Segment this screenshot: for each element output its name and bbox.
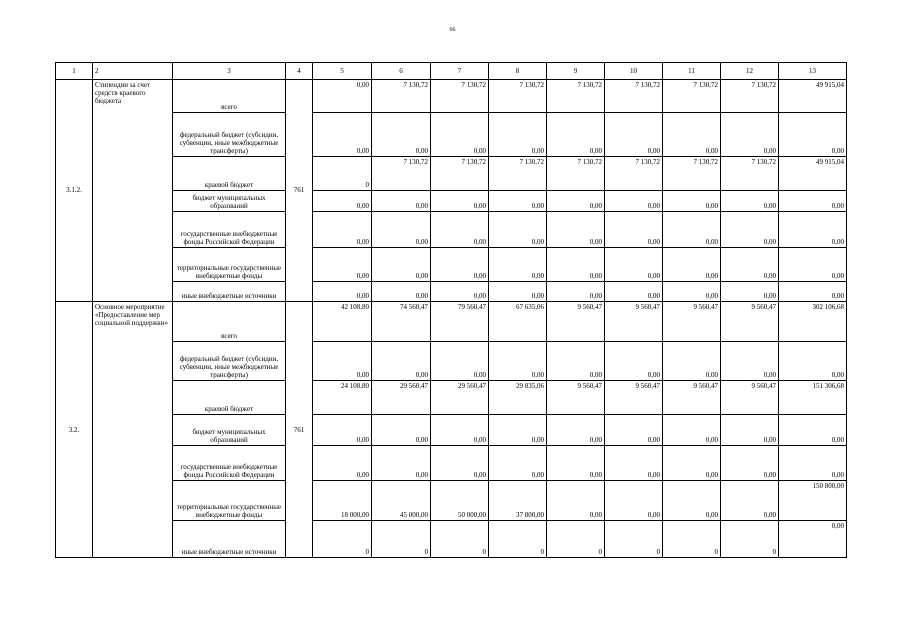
value-cell: 74 560,47 [372,302,431,342]
column-number: 10 [605,63,663,80]
value-cell: 0,00 [313,445,372,480]
value-cell: 0,00 [489,342,547,380]
value-cell: 0,00 [721,247,779,281]
value-cell: 7 130,72 [663,156,721,190]
grbs-code: 761 [286,79,313,302]
column-number: 7 [431,63,489,80]
value-cell: 0,00 [605,342,663,380]
column-number: 8 [489,63,547,80]
funding-source: бюджет муниципальных образований [173,190,286,211]
value-cell: 7 130,72 [547,79,605,112]
value-cell: 0,00 [605,112,663,156]
value-cell: 0,00 [663,190,721,211]
value-cell: 0,00 [313,79,372,112]
funding-source: территориальные государственные внебюджетные фонды [173,480,286,520]
column-number: 6 [372,63,431,80]
value-cell: 0,00 [547,480,605,520]
table-row [56,156,847,190]
value-cell: 0,00 [547,211,605,247]
value-cell: 0,00 [721,112,779,156]
value-cell: 0 [372,520,431,557]
value-cell: 0,00 [547,112,605,156]
column-number: 2 [93,63,173,80]
value-cell: 0,00 [663,480,721,520]
value-cell: 0,00 [431,445,489,480]
value-cell: 0,00 [547,342,605,380]
funding-source: федеральный бюджет (субсидии, субвенции, иные межбюджетные трансферты) [173,112,286,156]
value-cell: 0,00 [313,281,372,302]
value-cell: 7 130,72 [721,79,779,112]
funding-source: бюджет муниципальных образований [173,414,286,445]
funding-source: иные внебюджетные источники [173,520,286,557]
table-row [56,380,847,414]
column-number: 12 [721,63,779,80]
value-cell: 7 130,72 [372,156,431,190]
table-row [56,112,847,156]
funding-source: государственные внебюджетные фонды Российской Федерации [173,211,286,247]
value-cell: 150 800,00 [779,480,847,520]
value-cell: 0 [313,520,372,557]
value-cell: 0,00 [663,211,721,247]
column-number: 3 [173,63,286,80]
table-row [56,247,847,281]
value-cell: 7 130,72 [605,79,663,112]
value-cell: 0 [721,520,779,557]
table-row [56,520,847,557]
funding-source: государственные внебюджетные фонды Российской Федерации [173,445,286,480]
value-cell: 0 [605,520,663,557]
table-row [56,445,847,480]
table-row [56,480,847,520]
funding-source: территориальные государственные внебюджетные фонды [173,247,286,281]
value-cell: 0,00 [721,190,779,211]
value-cell: 0,00 [313,414,372,445]
funding-source: краевой бюджет [173,380,286,414]
value-cell: 0,00 [313,247,372,281]
funding-source: всего [173,79,286,112]
page-number: 66 [449,27,456,33]
value-cell: 0,00 [489,247,547,281]
value-cell: 0,00 [779,445,847,480]
value-cell: 0,00 [779,520,847,557]
event-name: Стипендии за счет средств краевого бюджета [93,79,173,302]
value-cell: 0,00 [489,445,547,480]
budget-table [55,62,847,558]
event-name: Основное мероприятие «Предоставление мер социальной поддержки» [93,302,173,558]
value-cell: 9 560,47 [721,380,779,414]
table-row [56,414,847,445]
value-cell: 29 835,06 [489,380,547,414]
value-cell: 7 130,72 [372,79,431,112]
value-cell: 18 000,00 [313,480,372,520]
value-cell: 0,00 [779,112,847,156]
funding-source: федеральный бюджет (субсидии, субвенции, иные межбюджетные трансферты) [173,342,286,380]
value-cell: 67 635,06 [489,302,547,342]
value-cell: 0,00 [663,281,721,302]
value-cell: 0,00 [547,190,605,211]
grbs-code: 761 [286,302,313,558]
value-cell: 7 130,72 [431,156,489,190]
value-cell: 7 130,72 [663,79,721,112]
value-cell: 79 560,47 [431,302,489,342]
value-cell: 9 560,47 [605,380,663,414]
value-cell: 7 130,72 [431,79,489,112]
value-cell: 24 108,80 [313,380,372,414]
value-cell: 0,00 [721,480,779,520]
table-row [56,342,847,380]
value-cell: 0,00 [547,281,605,302]
value-cell: 45 000,00 [372,480,431,520]
value-cell: 0,00 [721,342,779,380]
value-cell: 0,00 [779,247,847,281]
column-number: 13 [779,63,847,80]
value-cell: 0,00 [431,190,489,211]
value-cell: 0 [489,520,547,557]
value-cell: 0,00 [431,112,489,156]
value-cell: 0,00 [663,414,721,445]
table-row [56,302,847,342]
value-cell: 0,00 [605,414,663,445]
value-cell: 7 130,72 [721,156,779,190]
value-cell: 0,00 [313,112,372,156]
value-cell: 49 915,04 [779,156,847,190]
table-row [56,190,847,211]
value-cell: 0,00 [547,445,605,480]
column-number: 4 [286,63,313,80]
value-cell: 0,00 [721,414,779,445]
value-cell: 37 800,00 [489,480,547,520]
value-cell: 0,00 [372,414,431,445]
value-cell: 9 560,47 [663,380,721,414]
value-cell: 0,00 [372,112,431,156]
value-cell: 9 560,47 [547,380,605,414]
funding-source: краевой бюджет [173,156,286,190]
value-cell: 0,00 [663,112,721,156]
value-cell: 7 130,72 [489,156,547,190]
value-cell: 0,00 [605,445,663,480]
value-cell: 0,00 [431,281,489,302]
value-cell: 0,00 [313,342,372,380]
value-cell: 0,00 [431,414,489,445]
value-cell: 9 560,47 [721,302,779,342]
value-cell: 29 560,47 [372,380,431,414]
value-cell: 0,00 [547,414,605,445]
value-cell: 0,00 [489,414,547,445]
column-number: 9 [547,63,605,80]
value-cell: 7 130,72 [489,79,547,112]
value-cell: 42 108,80 [313,302,372,342]
value-cell: 0,00 [489,190,547,211]
value-cell: 7 130,72 [547,156,605,190]
value-cell: 0,00 [779,342,847,380]
value-cell: 0,00 [721,445,779,480]
value-cell: 0,00 [605,190,663,211]
event-code: 3.2. [56,302,93,558]
value-cell: 0,00 [489,112,547,156]
value-cell: 0,00 [663,445,721,480]
value-cell: 0 [313,156,372,190]
value-cell: 0,00 [431,342,489,380]
value-cell: 9 560,47 [663,302,721,342]
value-cell: 0,00 [372,211,431,247]
value-cell: 0,00 [663,342,721,380]
column-number: 5 [313,63,372,80]
value-cell: 0,00 [663,247,721,281]
value-cell: 50 000,00 [431,480,489,520]
value-cell: 0,00 [779,281,847,302]
value-cell: 7 130,72 [605,156,663,190]
value-cell: 9 560,47 [605,302,663,342]
value-cell: 29 560,47 [431,380,489,414]
value-cell: 0,00 [431,247,489,281]
funding-source: всего [173,302,286,342]
value-cell: 0,00 [779,414,847,445]
value-cell: 0,00 [372,281,431,302]
value-cell: 0,00 [605,480,663,520]
value-cell: 0,00 [313,190,372,211]
value-cell: 0,00 [431,211,489,247]
value-cell: 151 306,68 [779,380,847,414]
value-cell: 0,00 [721,211,779,247]
value-cell: 0,00 [372,342,431,380]
value-cell: 0 [663,520,721,557]
value-cell: 0,00 [489,281,547,302]
value-cell: 302 106,68 [779,302,847,342]
funding-source: иные внебюджетные источники [173,281,286,302]
value-cell: 49 915,04 [779,79,847,112]
value-cell: 0,00 [372,190,431,211]
event-code: 3.1.2. [56,79,93,302]
value-cell: 9 560,47 [547,302,605,342]
value-cell: 0,00 [779,190,847,211]
value-cell: 0 [547,520,605,557]
column-number: 11 [663,63,721,80]
value-cell: 0,00 [313,211,372,247]
value-cell: 0,00 [721,281,779,302]
column-number-row [56,63,847,80]
column-number: 1 [56,63,93,80]
value-cell: 0,00 [779,211,847,247]
value-cell: 0,00 [605,247,663,281]
value-cell: 0,00 [605,211,663,247]
value-cell: 0,00 [605,281,663,302]
value-cell: 0,00 [372,247,431,281]
value-cell: 0,00 [372,445,431,480]
table-row [56,79,847,112]
value-cell: 0,00 [489,211,547,247]
value-cell: 0,00 [547,247,605,281]
value-cell: 0 [431,520,489,557]
table-row [56,211,847,247]
table-row [56,281,847,302]
